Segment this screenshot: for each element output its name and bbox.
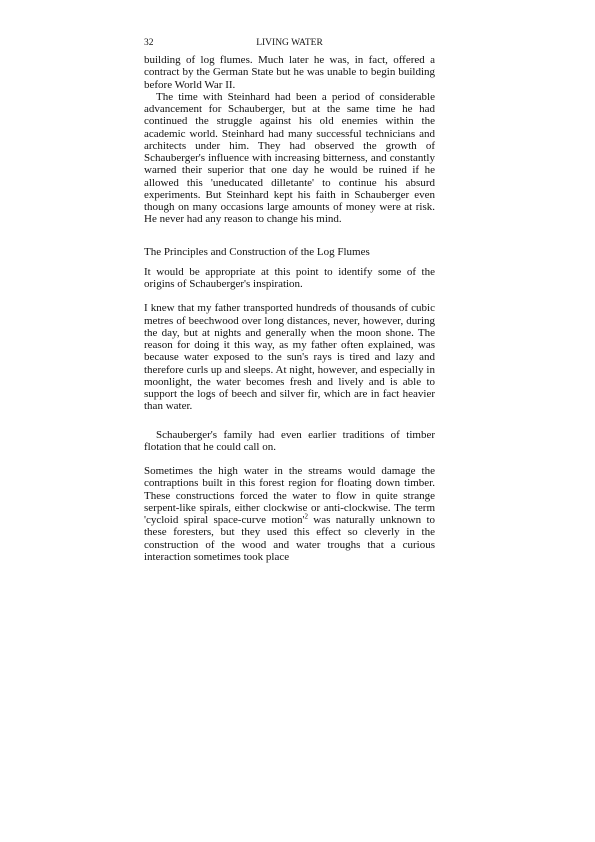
- paragraph-high-water: [144, 465, 435, 563]
- paragraph-continued: building of log flumes. Much later he was, in fact, offered a contract by the German State but he was unable to begin building before World War II.: [144, 54, 435, 91]
- book-page: [144, 36, 435, 563]
- paragraph-intro: It would be appropriate at this point to identify some of the origins of Schauberger's inspiration.: [144, 265, 435, 290]
- footnote-reference: 2: [304, 512, 308, 521]
- running-head: [144, 36, 435, 50]
- paragraph-quote: I knew that my father transported hundreds of thousands of cubic metres of beechwood over long distances, never, however, during the day, but at nights and generally when the moon shone. The reason for doing it this way, as my father often explained, was because water exposed to the sun's rays is tired and lazy and therefore curls up and sleeps. At night, however, and especially in moonlight, the water becomes fresh and lively and is able to support the logs of beech and silver fir, which are in fact heavier than water.: [144, 302, 435, 413]
- paragraph-family: Schauberger's family had even earlier traditions of timber flotation that he could call on.: [144, 428, 435, 453]
- paragraph-high-water-text: Sometimes the high water in the streams would damage the contraptions built in this forest region for floating down timber. These constructions forced the water to flow in quite strange serpent-like spirals, either clockwise or anti-clockwise. The term 'cycloid spiral space-curve motion': [144, 465, 435, 526]
- paragraph-steinhard: The time with Steinhard had been a period of considerable advancement for Schauberger, but at the same time he had continued the struggle against his old enemies within the academic world. Steinhard had many successful technicians and architects under him. They had observed the growth of Schauberger's influence with increasing bitterness, and constantly warned their superior that one day he would be ruined if he allowed this 'uneducated dilletante' to continue his absurd experiments. But Steinhard kept his faith in Schauberger even though on many occasions large amounts of money were at risk. He never had any reason to change his mind.: [144, 90, 435, 226]
- page-number: 32: [144, 38, 154, 48]
- paragraph-high-water-continued: was naturally unknown to these foresters, but they used this effect so cleverly in the construction of the wood and water troughs that a curious interaction sometimes took place: [144, 514, 436, 563]
- section-heading: The Principles and Construction of the Log Flumes: [144, 245, 370, 258]
- running-title: LIVING WATER: [256, 38, 323, 48]
